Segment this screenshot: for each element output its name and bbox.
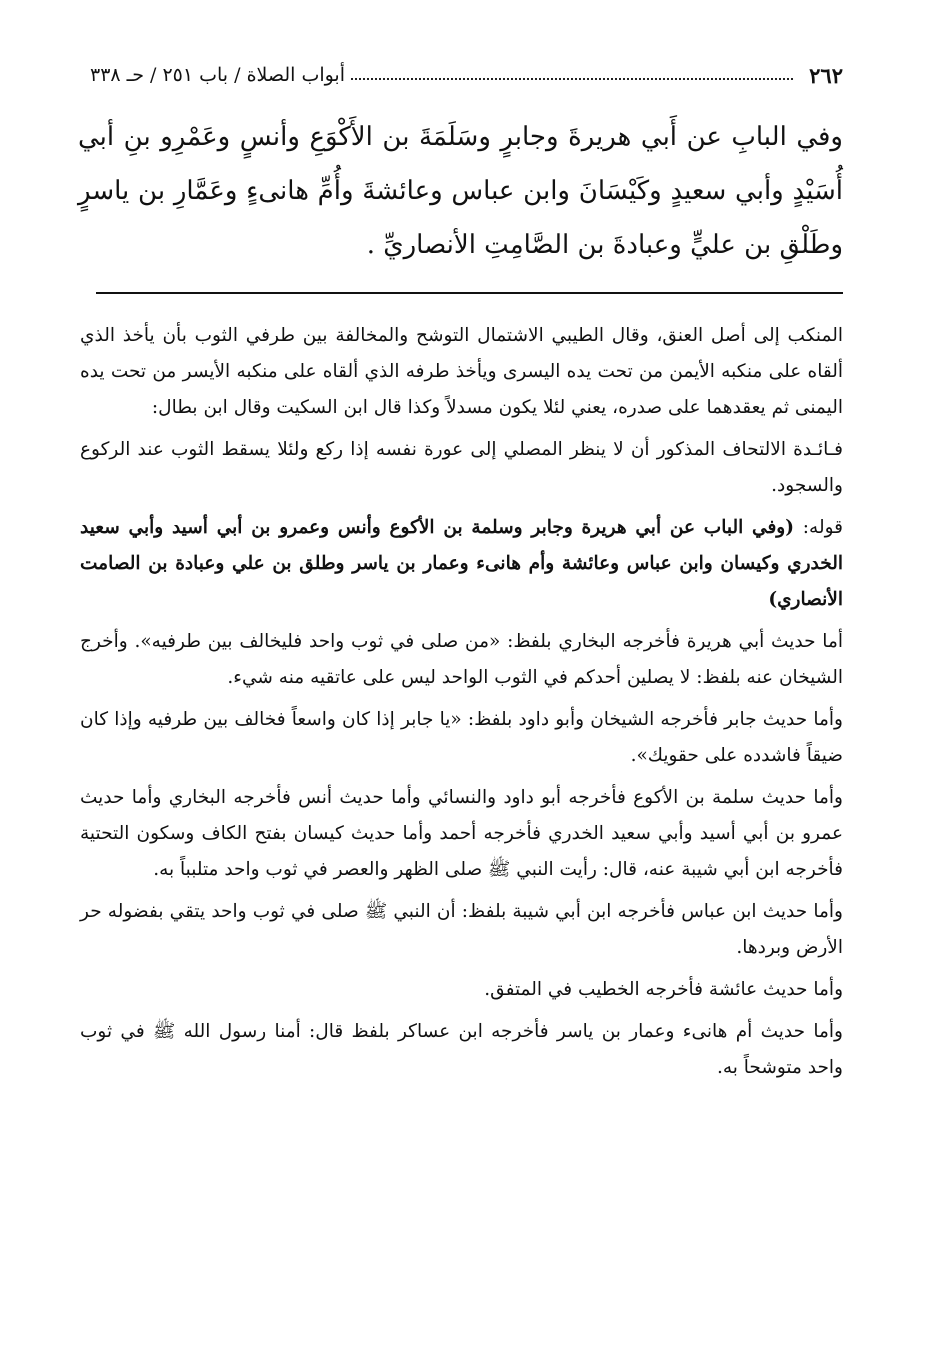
commentary-paragraph-1: المنكب إلى أصل العنق، وقال الطيبي الاشتمال التوشح والمخالفة بين طرفي الثوب بأن يأخذ الذي ألقاه على منكبه الأيمن من تحت يده اليسرى ويأخذ طرفه الذي ألقاه على منكبه الأيسر من تحت يده اليمنى ثم يعقدهما على صدره، يعني لئلا يكون مسدلاً وكذا قال ابن السكيت وقال ابن بطال: bbox=[80, 325, 843, 418]
chapter-title: أبواب الصلاة / باب ٢٥١ / حـ ٣٣٨ bbox=[90, 64, 346, 86]
commentary-paragraph-8: وأما حديث أم هانىء وعمار بن ياسر فأخرجه ابن عساكر بلفظ قال: أمنا رسول الله ﷺ في ثوب واحد متوشحاً به. bbox=[80, 1021, 843, 1078]
commentary-qawluh bbox=[80, 510, 843, 618]
commentary-paragraph-3: أما حديث أبي هريرة فأخرجه البخاري بلفظ: «من صلى في ثوب واحد فليخالف بين طرفيه». وأخرج الشيخان عنه بلفظ: لا يصلين أحدكم في الثوب الواحد ليس على عاتقيه منه شيء. bbox=[80, 631, 843, 688]
qawluh-quote: (وفي الباب عن أبي هريرة وجابر وسلمة بن الأكوع وأنس وعمرو بن أبي أسيد وأبي سعيد الخدري وكيسان وابن عباس وعائشة وأم هانىء وعمار بن ياسر وطلق بن علي وعبادة بن الصامت الأنصاري) bbox=[80, 517, 843, 610]
qawluh-lead: قوله: bbox=[802, 517, 843, 538]
main-text: وفي البابِ عن أَبي هريرةَ وجابرٍ وسَلَمَةَ بن الأَكْوَعِ وأنسٍ وعَمْرِو بنِ أبي أُسَيْدٍ وأبي سعيدٍ وكَيْسَانَ وابن عباس وعائشةَ وأُمِّ هانىءٍ وعَمَّارِ بن ياسرٍ وطَلْقِ بن عليٍّ وعبادةَ بن الصَّامِتِ الأنصاريِّ . bbox=[78, 122, 843, 260]
header-leader-dots bbox=[351, 78, 793, 80]
commentary bbox=[80, 318, 843, 1092]
page-number: ٢٦٢ bbox=[809, 62, 843, 88]
commentary-paragraph-5: وأما حديث سلمة بن الأكوع فأخرجه أبو داود والنسائي وأما حديث أنس فأخرجه البخاري وأما حديث عمرو بن أبي أسيد وأبي سعيد الخدري فأخرجه أحمد وأما حديث كيسان بفتح الكاف وسكون التحتية فأخرجه ابن أبي شيبة عنه، قال: رأيت النبي ﷺ صلى الظهر والعصر في ثوب واحد متلبباً به. bbox=[80, 787, 843, 880]
section-divider bbox=[96, 292, 843, 294]
commentary-paragraph-2: فـائـدة الالتحاف المذكور أن لا ينظر المصلي إلى عورة نفسه إذا ركع ولئلا يسقط الثوب عند الركوع والسجود. bbox=[80, 439, 843, 496]
commentary-paragraph-7: وأما حديث عائشة فأخرجه الخطيب في المتفق. bbox=[484, 979, 843, 1000]
commentary-paragraph-6: وأما حديث ابن عباس فأخرجه ابن أبي شيبة بلفظ: أن النبي ﷺ صلى في ثوب واحد يتقي بفضوله حر الأرض وبردها. bbox=[80, 901, 843, 958]
running-header bbox=[90, 58, 843, 92]
commentary-paragraph-4: وأما حديث جابر فأخرجه الشيخان وأبو داود بلفظ: «يا جابر إذا كان واسعاً فخالف بين طرفيه وإذا كان ضيقاً فاشدده على حقويك». bbox=[80, 709, 843, 766]
